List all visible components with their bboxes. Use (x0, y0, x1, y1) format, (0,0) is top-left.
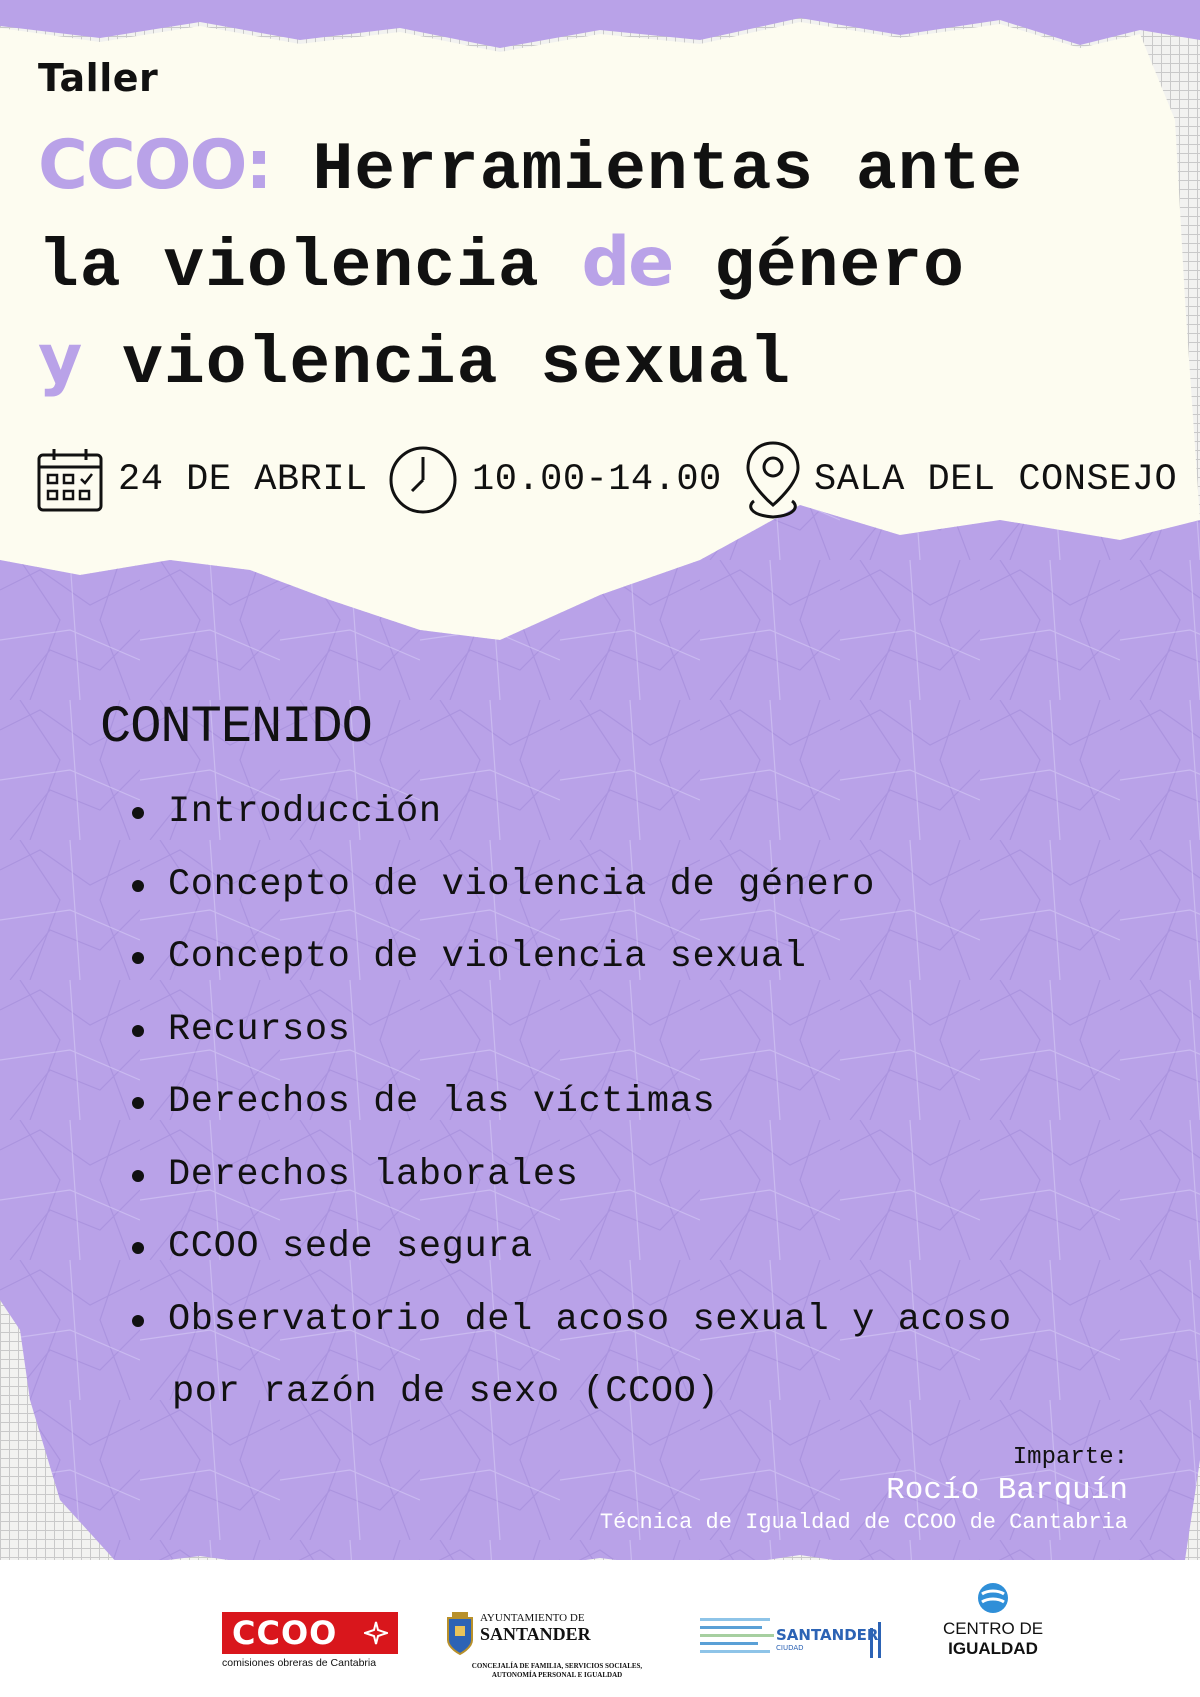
title-highlight-y: y (38, 320, 81, 399)
title-part-3: género (714, 229, 965, 306)
ayto-line-2: SANTANDER (480, 1624, 591, 1644)
time-info (388, 440, 722, 520)
ayuntamiento-logo (446, 1612, 591, 1656)
santander-word: SANTANDER (776, 1626, 879, 1644)
ccoo-logo (222, 1612, 398, 1669)
list-item: Observatorio del acoso sexual y acoso (128, 1284, 1108, 1357)
ccoo-caption: comisiones obreras de Cantabria (222, 1657, 377, 1669)
content-list (128, 776, 1108, 1429)
ccoo-logo-text: CCOO (232, 1614, 338, 1652)
title-highlight-de: de (581, 223, 673, 302)
centro-igualdad-icon (938, 1582, 1048, 1614)
ayuntamiento-subtitle (452, 1662, 662, 1680)
speaker-label: Imparte: (1012, 1444, 1128, 1471)
centro-igualdad-logo (938, 1582, 1048, 1659)
list-item: Derechos de las víctimas (128, 1066, 1108, 1139)
ayto-line-1: AYUNTAMIENTO DE (480, 1612, 585, 1624)
place-info (744, 440, 1177, 520)
santander-sub: CIUDAD (776, 1644, 804, 1652)
ayto-line-4: AUTONOMÍA PERSONAL E IGUALDAD (491, 1671, 623, 1679)
time-text: 10.00-14.00 (472, 459, 722, 501)
location-pin-icon (744, 439, 802, 521)
ayto-line-3: CONCEJALÍA DE FAMILIA, SERVICIOS SOCIALES, (471, 1662, 643, 1670)
speaker-block (600, 1444, 1128, 1535)
speaker-name: Rocío Barquín (886, 1473, 1128, 1508)
city-shield-icon (446, 1612, 474, 1656)
workshop-kicker: Taller (38, 56, 159, 100)
list-item: Derechos laborales (128, 1139, 1108, 1212)
list-item: Recursos (128, 994, 1108, 1067)
list-item: Concepto de violencia sexual (128, 921, 1108, 994)
centro-line-2: IGUALDAD (948, 1639, 1038, 1658)
list-item: CCOO sede segura (128, 1211, 1108, 1284)
date-info (36, 440, 368, 520)
speaker-role: Técnica de Igualdad de CCOO de Cantabria (599, 1510, 1128, 1535)
event-info-row (36, 440, 1180, 520)
title-part-1: Herramientas ante (312, 132, 1024, 209)
workshop-title (38, 120, 1178, 411)
list-item: Introducción (128, 776, 1108, 849)
calendar-icon (36, 447, 104, 513)
sponsor-footer (0, 1560, 1200, 1697)
title-part-2: la violencia (38, 229, 540, 306)
santander-ciudad-logo (700, 1614, 896, 1662)
title-part-4: violencia sexual (122, 326, 792, 403)
centro-line-1: CENTRO DE (942, 1619, 1044, 1638)
clock-icon (388, 445, 458, 515)
place-text: SALA DEL CONSEJO (814, 459, 1178, 501)
title-highlight-ccoo: CCOO: (38, 126, 271, 205)
list-item-continuation: por razón de sexo (CCOO) (172, 1371, 720, 1413)
content-heading: CONTENIDO (100, 698, 372, 757)
list-item: Concepto de violencia de género (128, 849, 1108, 922)
date-text: 24 DE ABRIL (118, 459, 368, 501)
ccoo-star-icon (364, 1621, 388, 1645)
